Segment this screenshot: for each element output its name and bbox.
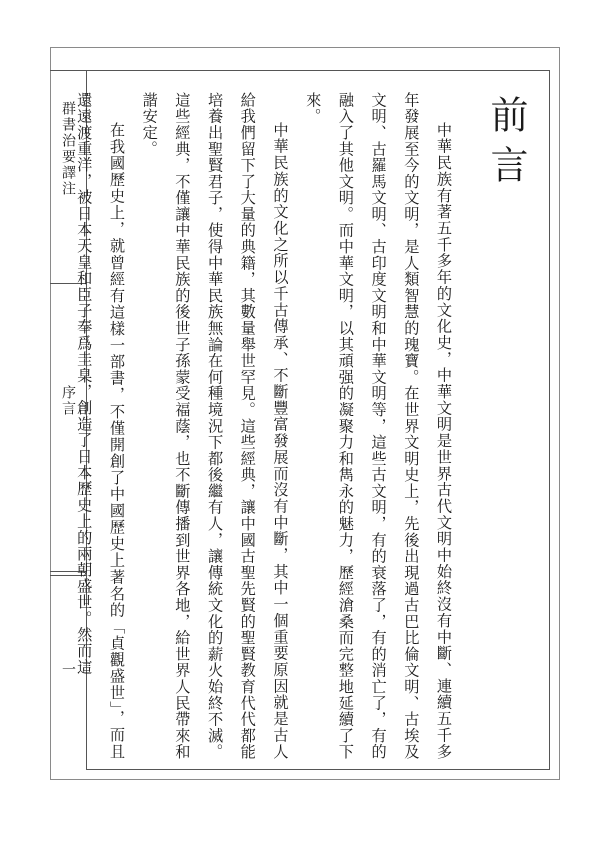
paragraph: 中華民族的文化之所以千古傳承、不斷豐富發展而沒有中斷，其中一個重要原因就是古人給我們留下了大量的典籍，其數量舉世罕見。這些經典，讓中國古聖先賢的聖賢教育代代都能培養出聖賢君子，使得中華民族無論在何種境況下都後繼有人，讓傳統文化的薪火始終不滅。這些經典，不僅讓中華民族的後世子孫蒙受福蔭，也不斷傳播到世界各地，給世界人民帶來和諧安定。: [140, 92, 290, 760]
running-title: 群書治要譯注: [60, 101, 76, 197]
page-number: 一: [60, 662, 76, 678]
page-heading: 前言: [484, 95, 528, 195]
body-text: [75, 92, 460, 760]
gutter-rule-top: [50, 70, 86, 71]
paragraph: 中華民族有著五千多年的文化史，中華文明是世界古代文明中始終沒有中斷、連續五千多年發展至今的文明，是人類智慧的瑰寶。在世界文明史上，先後出現過古巴比倫文明、古埃及文明、古羅馬文明、古印度文明和中華文明等，這些古文明，有的衰落了，有的消亡了，有的融入了其他文明。而中華文明，以其頑强的凝聚力和雋永的魅力，歷經滄桑而完整地延續了下來。: [304, 92, 453, 760]
paragraph: 在我國歷史上，就曾經有這樣一部書，不僅開創了中國歷史上著名的「貞觀盛世」，而且還遠渡重洋，被日本天皇和臣子奉爲圭臬，創造了日本歷史上的兩朝盛世。然而這: [75, 92, 126, 760]
section-title: 序言: [60, 385, 76, 417]
